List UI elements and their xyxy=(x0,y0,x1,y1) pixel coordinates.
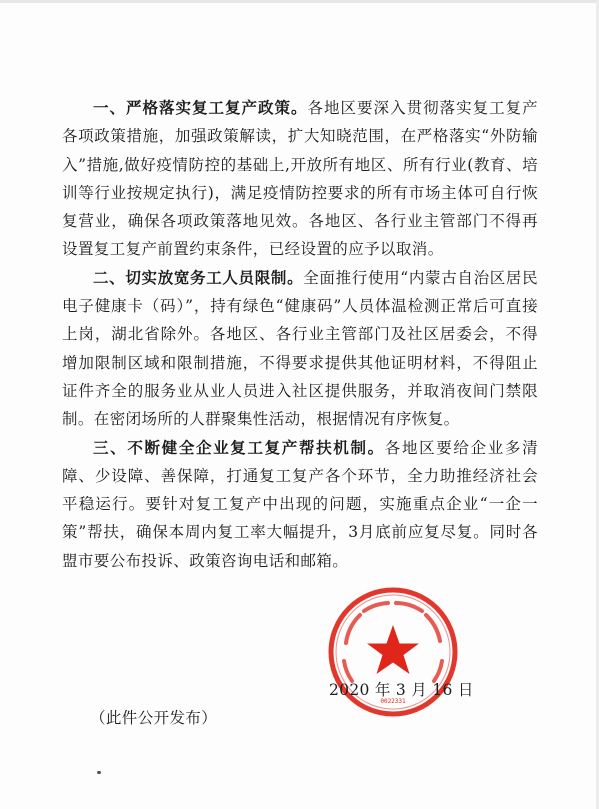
scan-speck xyxy=(97,771,101,774)
section-2-text: 全面推行使用“内蒙古自治区居民电子健康卡（码）”，持有绿色“健康码”人员体温检测正常后可直接上岗，湖北省除外。各地区、各行业主管部门及社区居委会，不得增加限制区域和限制措施，不得要求提供其他证明材料，不得阻止证件齐全的服务业从业人员进入社区提供服务，并取消夜间门禁限制。在密闭场所的人群聚集性活动，根据情况有序恢复。 xyxy=(62,268,538,429)
section-3 xyxy=(62,434,538,575)
document-date: 2020 年 3 月 16 日 xyxy=(329,681,474,699)
section-3-text: 各地区要给企业多清障、少设障、善保障，打通复工复产各个环节，全力助推经济社会平稳运行。要针对复工复产中出现的问题，实施重点企业“一企一策”帮扶，确保本周内复工率大幅提升，3月底前应复尽复。同时各盟市要公布投诉、政策咨询电话和邮箱。 xyxy=(62,438,538,570)
section-2 xyxy=(62,264,538,434)
section-1-text: 各地区要深入贯彻落实复工复产各项政策措施，加强政策解读，扩大知晓范围，在严格落实“外防输入”措施,做好疫情防控的基础上,开放所有地区、所有行业(教育、培训等行业按规定执行)，满足疫情防控要求的所有市场主体可自行恢复营业，确保各项政策落地见效。各地区、各行业主管部门不得再设置复工复产前置约束条件，已经设置的应予以取消。 xyxy=(62,99,538,259)
document-body xyxy=(62,94,538,575)
section-1-heading: 一、严格落实复工复产政策。 xyxy=(93,99,308,117)
seal-code: 0022331 xyxy=(380,698,406,705)
section-1 xyxy=(62,94,538,264)
publication-note: （此件公开发布） xyxy=(90,709,218,727)
section-2-heading: 二、切实放宽务工人员限制。 xyxy=(93,268,304,287)
section-3-heading: 三、不断健全企业复工复产帮扶机制。 xyxy=(93,438,385,457)
scan-edge-top xyxy=(0,0,599,3)
